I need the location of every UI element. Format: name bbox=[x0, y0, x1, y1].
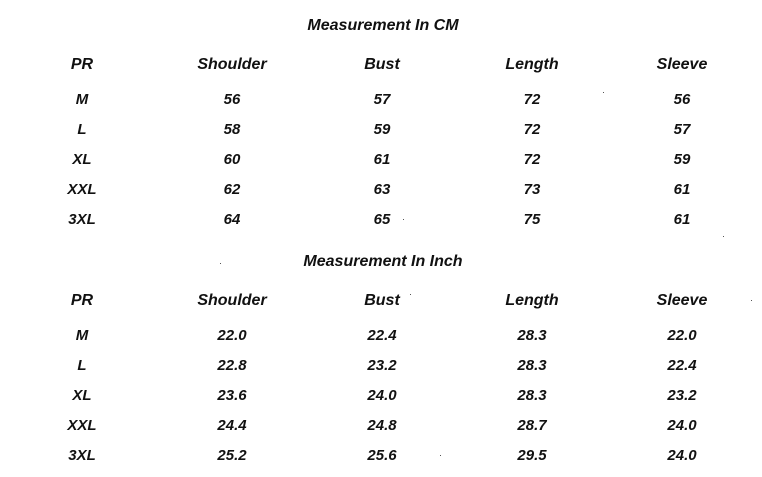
cm-size-cell: M bbox=[75, 91, 89, 108]
inch-row-m bbox=[0, 326, 762, 346]
inch-shoulder-cell: 25.2 bbox=[217, 447, 247, 464]
cm-row-3xl bbox=[0, 210, 762, 230]
cm-header-pr: PR bbox=[70, 56, 94, 73]
cm-header-shoulder: Shoulder bbox=[197, 56, 267, 73]
inch-sleeve-cell: 24.0 bbox=[667, 417, 697, 434]
cm-sleeve-cell: 56 bbox=[673, 91, 691, 108]
cm-size-cell: 3XL bbox=[68, 211, 96, 228]
inch-sleeve-cell: 24.0 bbox=[667, 447, 697, 464]
inch-bust-cell: 25.6 bbox=[367, 447, 397, 464]
inch-row-3xl bbox=[0, 446, 762, 466]
inch-header-row bbox=[0, 291, 762, 311]
cm-sleeve-cell: 59 bbox=[673, 151, 691, 168]
cm-shoulder-cell: 62 bbox=[223, 181, 241, 198]
cm-shoulder-cell: 58 bbox=[223, 121, 241, 138]
inch-row-l bbox=[0, 356, 762, 376]
inch-sleeve-cell: 22.4 bbox=[667, 357, 697, 374]
cm-header-bust: Bust bbox=[364, 56, 400, 73]
inch-sleeve-cell: 22.0 bbox=[667, 327, 697, 344]
inch-table-title: Measurement In Inch bbox=[303, 253, 463, 270]
cm-size-cell: XXL bbox=[67, 181, 97, 198]
cm-header-sleeve: Sleeve bbox=[656, 56, 708, 73]
scan-speck bbox=[723, 236, 724, 237]
inch-bust-cell: 22.4 bbox=[367, 327, 397, 344]
cm-shoulder-cell: 64 bbox=[223, 211, 241, 228]
inch-header-length: Length bbox=[505, 292, 559, 309]
inch-row-xxl bbox=[0, 416, 762, 436]
inch-header-sleeve: Sleeve bbox=[656, 292, 708, 309]
inch-size-cell: L bbox=[77, 357, 87, 374]
cm-row-xxl bbox=[0, 180, 762, 200]
cm-sleeve-cell: 57 bbox=[673, 121, 691, 138]
cm-length-cell: 75 bbox=[523, 211, 541, 228]
cm-size-cell: L bbox=[77, 121, 87, 138]
cm-shoulder-cell: 56 bbox=[223, 91, 241, 108]
inch-shoulder-cell: 24.4 bbox=[217, 417, 247, 434]
inch-bust-cell: 23.2 bbox=[367, 357, 397, 374]
cm-bust-cell: 57 bbox=[373, 91, 391, 108]
inch-length-cell: 29.5 bbox=[517, 447, 547, 464]
inch-size-cell: XL bbox=[72, 387, 92, 404]
inch-shoulder-cell: 22.8 bbox=[217, 357, 247, 374]
cm-length-cell: 72 bbox=[523, 151, 541, 168]
inch-header-shoulder: Shoulder bbox=[197, 292, 267, 309]
inch-bust-cell: 24.8 bbox=[367, 417, 397, 434]
cm-row-m bbox=[0, 90, 762, 110]
cm-row-l bbox=[0, 120, 762, 140]
cm-sleeve-cell: 61 bbox=[673, 211, 691, 228]
cm-bust-cell: 61 bbox=[373, 151, 391, 168]
cm-table-title: Measurement In CM bbox=[307, 17, 459, 34]
cm-bust-cell: 63 bbox=[373, 181, 391, 198]
inch-length-cell: 28.7 bbox=[517, 417, 547, 434]
inch-bust-cell: 24.0 bbox=[367, 387, 397, 404]
cm-bust-cell: 59 bbox=[373, 121, 391, 138]
scan-speck bbox=[403, 219, 404, 220]
scan-speck bbox=[751, 300, 752, 301]
scan-speck bbox=[603, 92, 604, 93]
inch-length-cell: 28.3 bbox=[517, 387, 547, 404]
cm-sleeve-cell: 61 bbox=[673, 181, 691, 198]
cm-length-cell: 72 bbox=[523, 121, 541, 138]
scan-speck bbox=[410, 294, 411, 295]
inch-header-pr: PR bbox=[70, 292, 94, 309]
inch-size-cell: M bbox=[75, 327, 89, 344]
inch-length-cell: 28.3 bbox=[517, 327, 547, 344]
inch-shoulder-cell: 23.6 bbox=[217, 387, 247, 404]
cm-length-cell: 73 bbox=[523, 181, 541, 198]
scan-speck bbox=[220, 263, 221, 264]
cm-size-cell: XL bbox=[72, 151, 92, 168]
inch-size-cell: XXL bbox=[67, 417, 97, 434]
cm-length-cell: 72 bbox=[523, 91, 541, 108]
scan-speck bbox=[440, 455, 441, 456]
cm-bust-cell: 65 bbox=[373, 211, 391, 228]
inch-header-bust: Bust bbox=[364, 292, 400, 309]
inch-length-cell: 28.3 bbox=[517, 357, 547, 374]
inch-size-cell: 3XL bbox=[68, 447, 96, 464]
cm-header-row bbox=[0, 55, 762, 75]
cm-row-xl bbox=[0, 150, 762, 170]
inch-sleeve-cell: 23.2 bbox=[667, 387, 697, 404]
cm-header-length: Length bbox=[505, 56, 559, 73]
inch-shoulder-cell: 22.0 bbox=[217, 327, 247, 344]
inch-row-xl bbox=[0, 386, 762, 406]
cm-shoulder-cell: 60 bbox=[223, 151, 241, 168]
